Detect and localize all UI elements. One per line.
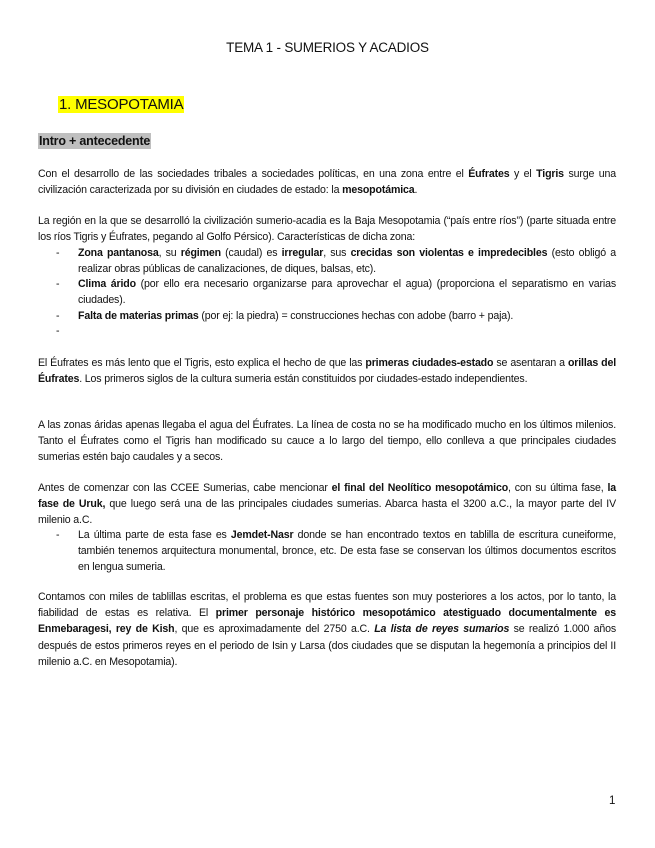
bullet-dash: - <box>56 325 60 337</box>
paragraph-5: Antes de comenzar con las CCEE Sumerias, cabe mencionar el final del Neolítico mesopotámico, con su última fase, la fase de Uruk, que luego será una de las principales ciudades sumerias. Abarca hasta el 3200 a.C., la mayor parte del IV milenio a.C. <box>38 482 617 527</box>
paragraph-1: Con el desarrollo de las sociedades tribales a sociedades políticas, en una zona entre el Éufrates y el Tigris surge una civilización caracterizada por su división en ciudades de estado: la mesopotámica. <box>38 168 616 197</box>
subsection-heading-intro: Intro + antecedente <box>39 134 151 148</box>
document-title: TEMA 1 - SUMERIOS Y ACADIOS <box>226 40 429 55</box>
paragraph-3: El Éufrates es más lento que el Tigris, esto explica el hecho de que las primeras ciudades-estado se asentaran a orillas del Éufrates. Los primeros siglos de la cultura sumeria están constituidos por ciudades-estado independientes. <box>38 357 617 386</box>
bullet-dash: - <box>56 247 60 259</box>
section-heading-mesopotamia: 1. MESOPOTAMIA <box>59 96 184 113</box>
bullet-dash: - <box>56 529 60 541</box>
bullet-dash: - <box>56 278 60 290</box>
bullet-item-jemdet-nasr: - La última parte de esta fase es Jemdet-Nasr donde se han encontrado textos en tablilla de escritura cuneiforme, también tenemos arquitectura monumental, bronce, etc. De esta fase se conservan los últimos documentos escritos en lengua sumeria. <box>56 529 616 574</box>
bullet-item-materias: - Falta de materias primas (por ej: la piedra) = construcciones hechas con adobe (barro + paja). <box>38 308 616 324</box>
paragraph-2: La región en la que se desarrolló la civilización sumerio-acadia es la Baja Mesopotamia (“país entre ríos”) (parte situada entre los ríos Tigris y Éufrates, pegando al Golfo Pérsico). Características de dicha zona: <box>38 215 616 244</box>
bullet-item-zona: - Zona pantanosa, su régimen (caudal) es irregular, sus crecidas son violentas e impredecibles (esto obligó a realizar obras públicas de canalizaciones, de diques, balsas, etc). <box>56 247 616 276</box>
bullet-dash: - <box>56 310 60 322</box>
page-number: 1 <box>609 795 616 807</box>
bullet-item-clima: - Clima árido (por ello era necesario organizarse para aprovechar el agua) (proporciona el separatismo en varias ciudades). <box>56 278 616 307</box>
paragraph-6: Contamos con miles de tablillas escritas, el problema es que estas fuentes son muy posteriores a los actos, por lo tanto, la fiabilidad de estas es relativa. El primer personaje histórico mesopotámico atestiguado documentalmente es Enmebaragesi, rey de Kish, que es aproximadamente del 2750 a.C. La lista de reyes sumarios se realizó 1.000 años después de estos primeros reyes en el periodo de Isin y Larsa (dos ciudades que se disputan la hegemonía a principios del II milenio a.C. en Mesopotamia). <box>38 591 616 668</box>
paragraph-4: A las zonas áridas apenas llegaba el agua del Éufrates. La línea de costa no se ha modificado mucho en los últimos milenios. Tanto el Éufrates como el Tigris han modificado su cauce a lo largo del tiempo, ello conlleva a que principales ciudades sumerias estén bajo caudales y a secos. <box>38 419 616 464</box>
